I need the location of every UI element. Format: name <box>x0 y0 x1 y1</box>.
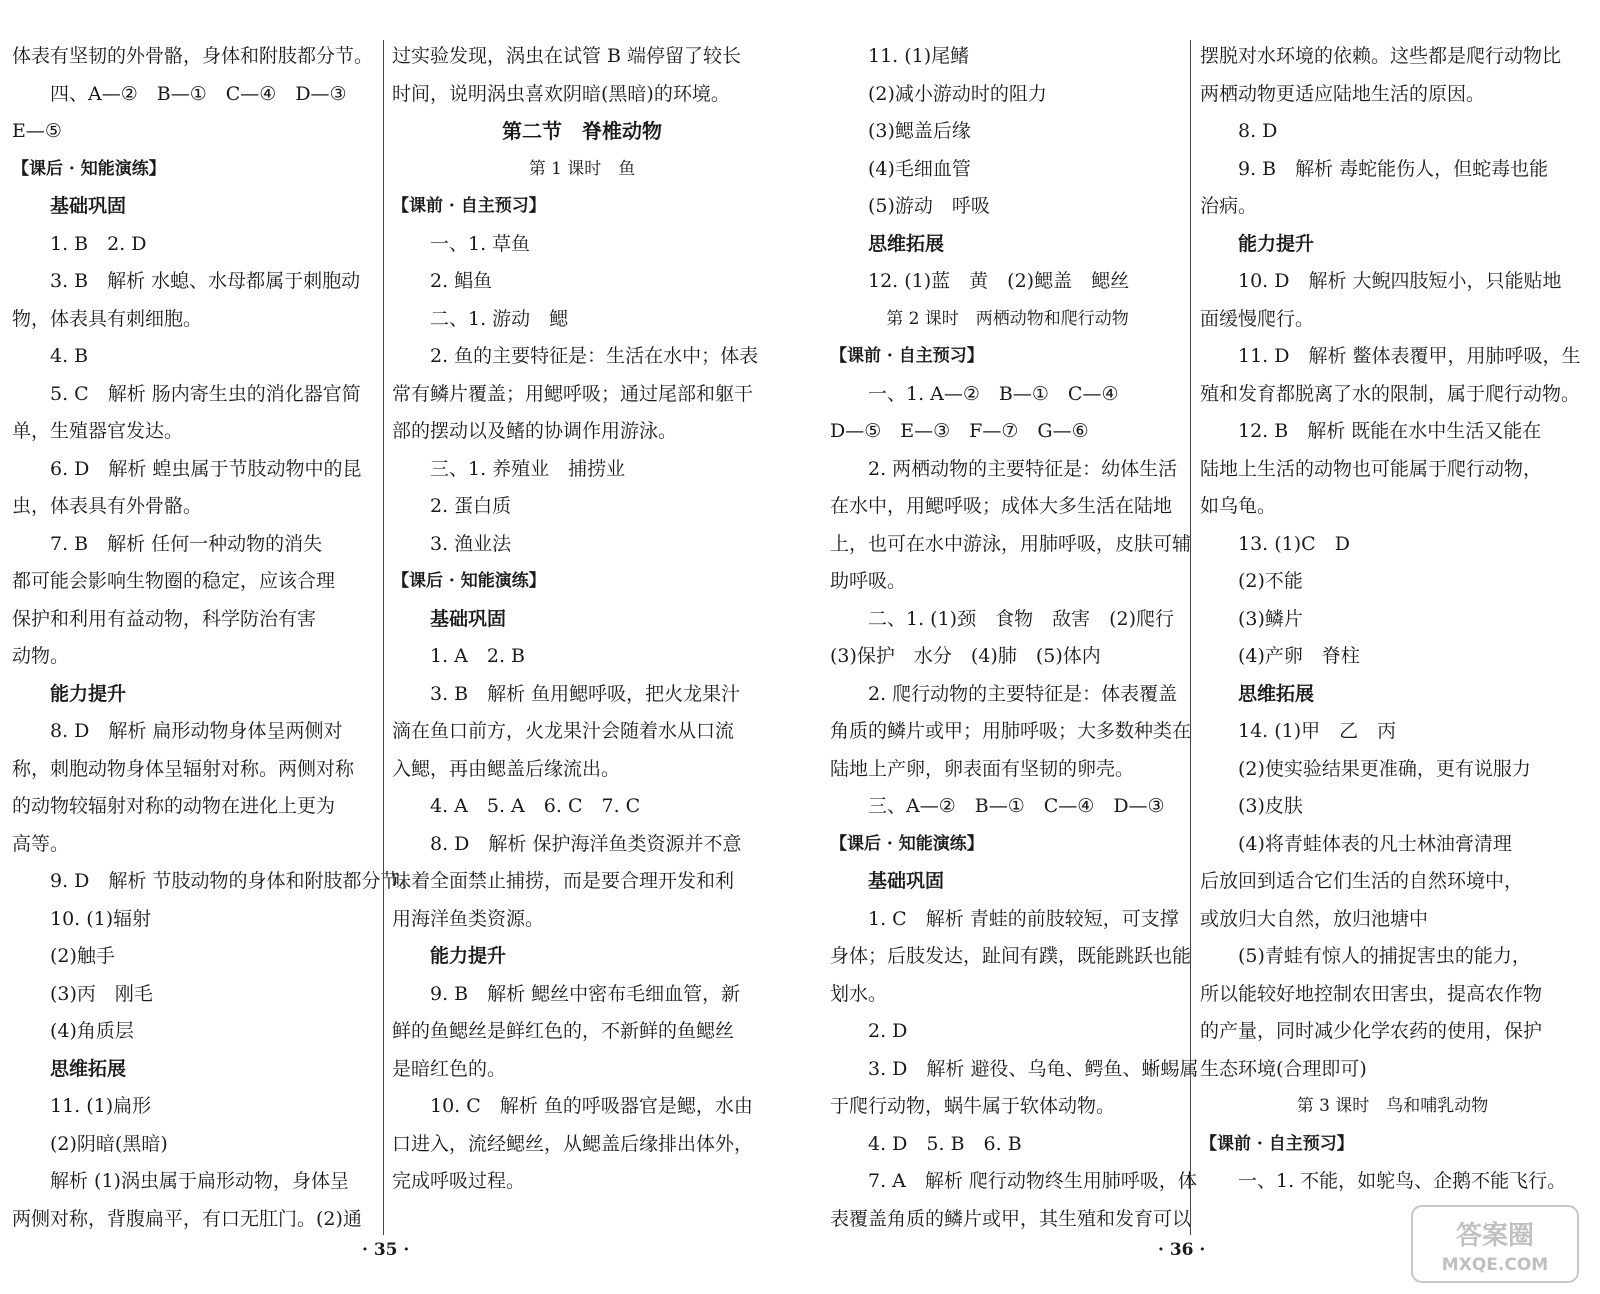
text-line: 11. D 解析 鳖体表覆甲，用肺呼吸，生 <box>1238 345 1581 367</box>
text-line: 四、A—② B—① C—④ D—③ <box>50 82 347 105</box>
text-line: 1. B 2. D <box>50 232 147 255</box>
text-line: 解析 (1)涡虫属于扁形动物，身体呈 <box>50 1170 349 1192</box>
text-line: (2)不能 <box>1238 570 1303 592</box>
text-line: 角质的鳞片或甲；用肺呼吸；大多数种类在 <box>830 720 1192 742</box>
text-line: 能力提升 <box>430 945 507 967</box>
text-line: 第 3 课时 鸟和哺乳动物 <box>1296 1096 1489 1116</box>
text-line: 在水中，用鳃呼吸；成体大多生活在陆地 <box>830 495 1173 517</box>
text-line: (2)触手 <box>50 945 115 967</box>
text-line: 滴在鱼口前方，火龙果汁会随着水从口流 <box>392 720 735 742</box>
text-line: 部的摆动以及鳍的协调作用游泳。 <box>392 420 678 442</box>
text-line: 于爬行动物，蜗牛属于软体动物。 <box>830 1095 1116 1117</box>
text-line: 味着全面禁止捕捞，而是要合理开发和利 <box>392 870 735 892</box>
text-line: 生态环境(合理即可) <box>1200 1057 1367 1080</box>
text-line: (4)毛细血管 <box>868 157 971 180</box>
text-line: 一、1. A—② B—① C—④ <box>868 382 1119 405</box>
text-line: 2. 两栖动物的主要特征是：幼体生活 <box>868 457 1178 480</box>
text-line: (2)使实验结果更准确，更有说服力 <box>1238 757 1531 780</box>
text-line: 助呼吸。 <box>830 570 907 592</box>
text-line: 是暗红色的。 <box>392 1057 507 1080</box>
text-line: 12. B 解析 既能在水中生活又能在 <box>1238 420 1542 442</box>
page-number-left: · 35 · <box>362 1240 410 1260</box>
text-line: 【课后 · 知能演练】 <box>12 158 166 179</box>
text-line: 2. 蛋白质 <box>430 495 512 517</box>
text-line: 陆地上生活的动物也可能属于爬行动物， <box>1200 457 1543 480</box>
text-line: 2. D <box>868 1020 908 1042</box>
page-number-right: · 36 · <box>1158 1240 1206 1260</box>
text-line: 治病。 <box>1200 195 1258 217</box>
text-line: 能力提升 <box>50 682 127 705</box>
text-line: 5. C 解析 肠内寄生虫的消化器官简 <box>50 382 361 405</box>
text-line: 或放归大自然，放归池塘中 <box>1200 907 1429 930</box>
text-line: 三、A—② B—① C—④ D—③ <box>868 795 1165 817</box>
text-line: D—⑤ E—③ F—⑦ G—⑥ <box>830 420 1089 442</box>
text-line: 【课后 · 知能演练】 <box>392 571 546 591</box>
text-line: (4)产卵 脊柱 <box>1238 645 1360 667</box>
text-line: 7. A 解析 爬行动物终生用肺呼吸，体 <box>868 1170 1197 1192</box>
text-line: 二、1. (1)颈 食物 敌害 (2)爬行 <box>868 607 1174 630</box>
text-line: (4)将青蛙体表的凡士林油膏清理 <box>1238 832 1512 855</box>
column-divider <box>383 40 384 1235</box>
text-line: 10. C 解析 鱼的呼吸器官是鳃，水由 <box>430 1095 753 1117</box>
text-line: 如乌龟。 <box>1200 495 1277 517</box>
text-line: 第 1 课时 鱼 <box>528 158 636 179</box>
text-line: 都可能会影响生物圈的稳定，应该合理 <box>12 570 336 592</box>
text-line: 摆脱对水环境的依赖。这些都是爬行动物比 <box>1200 45 1562 67</box>
text-line: (2)减小游动时的阻力 <box>868 82 1047 105</box>
text-line: 基础巩固 <box>50 195 127 217</box>
text-line: 入鳃，再由鳃盖后缘流出。 <box>392 757 621 780</box>
text-line: 动物。 <box>12 645 70 667</box>
text-line: 划水。 <box>830 982 888 1005</box>
text-line: 4. A 5. A 6. C 7. C <box>430 795 641 817</box>
text-line: 两栖动物更适应陆地生活的原因。 <box>1200 82 1486 105</box>
text-line: E—⑤ <box>12 120 62 142</box>
text-line: 面缓慢爬行。 <box>1200 307 1315 330</box>
text-line: 10. (1)辐射 <box>50 907 152 930</box>
text-line: 【课前 · 自主预习】 <box>392 196 546 216</box>
text-line: 【课前 · 自主预习】 <box>830 346 984 366</box>
text-line: 高等。 <box>12 832 70 855</box>
text-line: 单，生殖器官发达。 <box>12 420 184 442</box>
text-line: 的动物较辐射对称的动物在进化上更为 <box>12 795 336 817</box>
text-line: 三、1. 养殖业 捕捞业 <box>430 457 626 480</box>
text-line: 2. 鱼的主要特征是：生活在水中；体表 <box>430 345 759 367</box>
text-line: 一、1. 不能，如鸵鸟、企鹅不能飞行。 <box>1238 1170 1567 1192</box>
text-line: 称，刺胞动物身体呈辐射对称。两侧对称 <box>12 757 355 780</box>
text-line: 物，体表具有刺细胞。 <box>12 307 203 330</box>
text-line: (2)阴暗(黑暗) <box>50 1132 168 1155</box>
text-line: 14. (1)甲 乙 丙 <box>1238 720 1397 742</box>
text-line: 上，也可在水中游泳，用肺呼吸，皮肤可辅 <box>830 532 1192 555</box>
text-line: 口进入，流经鳃丝，从鳃盖后缘排出体外， <box>392 1132 754 1155</box>
text-line: 3. B 解析 水螅、水母都属于刺胞动 <box>50 270 361 292</box>
text-line: 7. B 解析 任何一种动物的消失 <box>50 532 323 555</box>
text-line: 思维拓展 <box>50 1057 127 1080</box>
text-line: 【课前 · 自主预习】 <box>1200 1133 1354 1154</box>
text-line: 9. B 解析 鳃丝中密布毛细血管，新 <box>430 982 741 1005</box>
text-line: (5)青蛙有惊人的捕捉害虫的能力， <box>1238 945 1531 967</box>
text-line: 表覆盖角质的鳞片或甲，其生殖和发育可以 <box>830 1207 1192 1230</box>
text-line: 1. C 解析 青蛙的前肢较短，可支撑 <box>868 907 1179 930</box>
text-line: 殖和发育都脱离了水的限制，属于爬行动物。 <box>1200 382 1581 405</box>
text-line: 9. D 解析 节肢动物的身体和附肢都分节。 <box>50 870 419 892</box>
watermark-icon <box>1410 1204 1580 1284</box>
text-line: 8. D 解析 保护海洋鱼类资源并不意 <box>430 832 742 855</box>
text-line: 11. (1)尾鳍 <box>868 45 970 67</box>
text-line: 陆地上产卵，卵表面有坚韧的卵壳。 <box>830 757 1135 780</box>
text-line: 所以能较好地控制农田害虫，提高农作物 <box>1200 982 1543 1005</box>
text-line: 时间，说明涡虫喜欢阴暗(黑暗)的环境。 <box>392 82 730 105</box>
text-column-1 <box>12 38 419 1238</box>
text-line: 4. D 5. B 6. B <box>868 1132 1022 1155</box>
text-line: 9. B 解析 毒蛇能伤人，但蛇毒也能 <box>1238 157 1549 180</box>
text-line: 10. D 解析 大鲵四肢短小，只能贴地 <box>1238 270 1562 292</box>
text-line: 两侧对称，背腹扁平，有口无肛门。(2)通 <box>12 1207 362 1230</box>
watermark-text: 答案圈 <box>1455 1221 1535 1251</box>
watermark-sub: MXQE.COM <box>1441 1255 1549 1275</box>
text-line: 12. (1)蓝 黄 (2)鳃盖 鳃丝 <box>868 270 1130 292</box>
text-line: (4)角质层 <box>50 1020 134 1042</box>
text-line: 8. D 解析 扁形动物身体呈两侧对 <box>50 720 343 742</box>
text-line: 1. A 2. B <box>430 645 526 667</box>
text-line: 基础巩固 <box>868 870 945 892</box>
column-divider <box>1190 40 1191 1235</box>
text-line: 13. (1)C D <box>1238 532 1350 555</box>
text-line: 鲜的鱼鳃丝是鲜红色的，不新鲜的鱼鳃丝 <box>392 1020 735 1042</box>
text-line: (5)游动 呼吸 <box>868 195 990 217</box>
text-line: 6. D 解析 蝗虫属于节肢动物中的昆 <box>50 457 362 480</box>
text-line: 11. (1)扁形 <box>50 1095 152 1117</box>
text-line: 8. D <box>1238 120 1278 142</box>
text-line: 能力提升 <box>1238 232 1315 255</box>
text-line: 身体；后肢发达，趾间有蹼，既能跳跃也能 <box>830 945 1192 967</box>
text-line: (3)鳃盖后缘 <box>868 120 971 142</box>
text-line: 虫，体表具有外骨骼。 <box>12 495 203 517</box>
text-line: 3. B 解析 鱼用鳃呼吸，把火龙果汁 <box>430 682 741 705</box>
text-line: 【课后 · 知能演练】 <box>830 833 984 854</box>
watermark-logo <box>1410 1204 1580 1284</box>
text-line: (3)保护 水分 (4)肺 (5)体内 <box>830 645 1101 667</box>
text-line: 思维拓展 <box>868 232 945 255</box>
text-line: 过实验发现，涡虫在试管 B 端停留了较长 <box>392 45 742 67</box>
text-line: 3. 渔业法 <box>430 532 512 555</box>
text-column-2 <box>392 38 772 1201</box>
text-line: 完成呼吸过程。 <box>392 1170 526 1192</box>
text-line: 第二节 脊椎动物 <box>502 119 662 143</box>
text-line: 后放回到适合它们生活的自然环境中， <box>1200 870 1524 892</box>
text-column-4 <box>1200 38 1585 1201</box>
text-line: 二、1. 游动 鳃 <box>430 307 569 330</box>
text-line: 思维拓展 <box>1238 682 1315 705</box>
text-line: 基础巩固 <box>430 607 507 630</box>
text-line: 常有鳞片覆盖；用鳃呼吸；通过尾部和躯干 <box>392 382 754 405</box>
text-line: 的产量，同时减少化学农药的使用，保护 <box>1200 1020 1543 1042</box>
text-column-3 <box>830 38 1199 1238</box>
text-line: 3. D 解析 避役、乌龟、鳄鱼、蜥蜴属 <box>868 1057 1199 1080</box>
text-line: 用海洋鱼类资源。 <box>392 907 545 930</box>
text-line: (3)丙 刚毛 <box>50 982 153 1005</box>
text-line: 保护和利用有益动物，科学防治有害 <box>12 607 317 630</box>
text-line: 体表有坚韧的外骨骼，身体和附肢都分节。 <box>12 45 374 67</box>
text-line: 2. 鲳鱼 <box>430 270 493 292</box>
text-line: 4. B <box>50 345 89 367</box>
text-line: 2. 爬行动物的主要特征是：体表覆盖 <box>868 682 1178 705</box>
text-line: (3)鳞片 <box>1238 607 1303 630</box>
text-line: (3)皮肤 <box>1238 795 1303 817</box>
text-line: 一、1. 草鱼 <box>430 232 531 255</box>
text-line: 第 2 课时 两栖动物和爬行动物 <box>886 308 1129 329</box>
